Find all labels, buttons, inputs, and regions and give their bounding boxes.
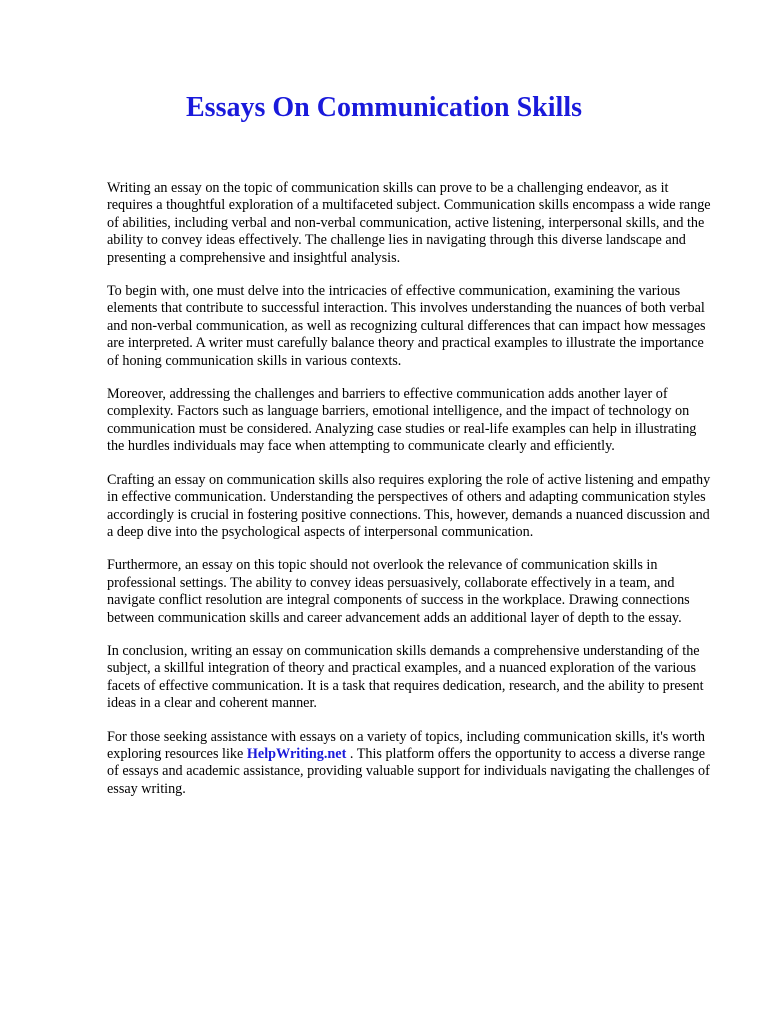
paragraph-professional: Furthermore, an essay on this topic should not overlook the relevance of communication skills in professional settings. The ability to convey ideas persuasively, collaborate effectively in a team, and navigate conflict resolution are integral components of success in the workplace. Drawing connections between communication skills and career advancement adds an additional layer of depth to the essay. <box>107 557 690 626</box>
helpwriting-link[interactable]: HelpWriting.net <box>246 745 347 762</box>
paragraph-closing <box>107 729 717 799</box>
paragraph-challenges: Moreover, addressing the challenges and barriers to effective communication adds another layer of complexity. Factors such as language barriers, emotional intelligence, and the impact of technology on communication must be considered. Analyzing case studies or real-life examples can help in illustrating the hurdles individuals may face when attempting to communicate clearly and efficiently. <box>107 386 697 455</box>
closing-text-after-link: . This platform offers the opportunity to access a diverse range of essays and academic assistance, providing valuable support for individuals navigating the challenges of essay writing. <box>107 745 710 797</box>
closing-text-before-link: For those seeking assistance with essays on a variety of topics, including communication skills, it's worth exploring resources like <box>107 728 705 762</box>
page-title: Essays On Communication Skills <box>186 92 582 123</box>
paragraph-intro: Writing an essay on the topic of communication skills can prove to be a challenging endeavor, as it requires a thoughtful exploration of a multifaceted subject. Communication skills encompass a wide range of abilities, including verbal and non-verbal communication, active listening, interpersonal skills, and the ability to convey ideas effectively. The challenge lies in navigating through this diverse landscape and presenting a comprehensive and insightful analysis. <box>107 180 711 266</box>
essay-body <box>107 180 717 814</box>
paragraph-listening: Crafting an essay on communication skills also requires exploring the role of active listening and empathy in effective communication. Understanding the perspectives of others and adapting communication styles accordingly is crucial in fostering positive connections. This, however, demands a nuanced discussion and a deep dive into the psychological aspects of interpersonal communication. <box>107 471 711 540</box>
paragraph-conclusion: In conclusion, writing an essay on communication skills demands a comprehensive understanding of the subject, a skillful integration of theory and practical examples, and a nuanced exploration of the various facets of effective communication. It is a task that requires dedication, research, and the ability to present ideas in a clear and coherent manner. <box>107 642 704 712</box>
paragraph-begin: To begin with, one must delve into the intricacies of effective communication, examining the various elements that contribute to successful interaction. This involves understanding the nuances of both verbal and non-verbal communication, as well as recognizing cultural differences that can impact how messages are interpreted. A writer must carefully balance theory and practical examples to illustrate the importance of honing communication skills in various contexts. <box>107 283 706 369</box>
